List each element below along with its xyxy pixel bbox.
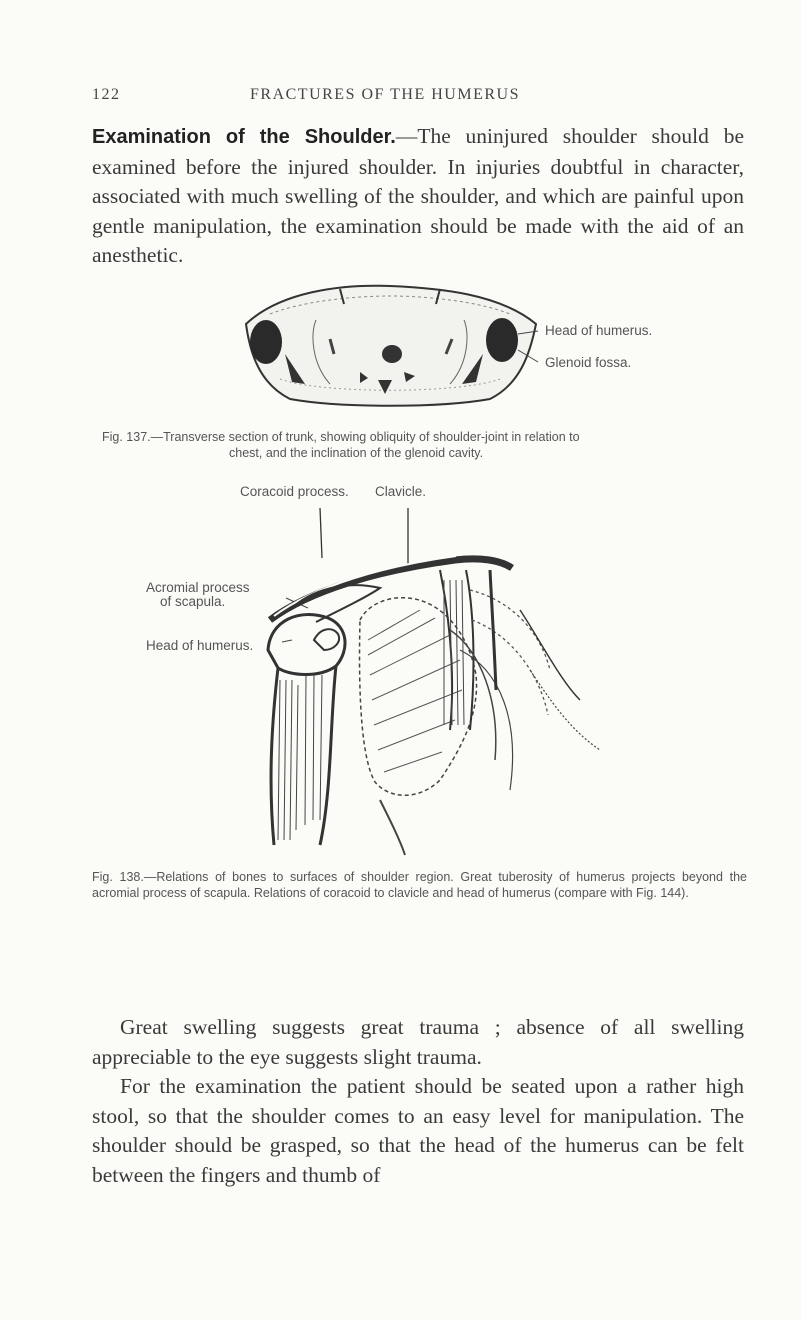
right-humerus-head [486,318,518,362]
paragraph-examination [92,122,744,271]
humerus-head [268,615,345,675]
label-acromial-process-line2: of scapula. [160,594,226,609]
label-clavicle: Clavicle. [375,484,427,499]
label-head-of-humerus-138: Head of humerus. [146,638,254,653]
paragraph-text: Great swelling suggests great trauma ; absence of all swelling appreciable to the eye suggests slight trauma. [92,1015,744,1069]
label-glenoid-fossa: Glenoid fossa. [545,355,632,370]
humerus-shaft [271,666,336,845]
rib-curve-4 [460,650,513,790]
section-heading: Examination of the Shoulder. [92,126,396,148]
figure-137-caption [102,429,742,461]
paragraph-examination-method [92,1072,744,1190]
spine-vertebra [382,345,402,363]
figure-137-caption-cont: chest, and the inclination of the glenoid cavity. [229,446,484,460]
label-coracoid-process: Coracoid process. [240,484,349,499]
paragraph-text: For the examination the patient should be seated upon a rather high stool, so that the shoulder comes to an easy level for manipulation. The shoulder should be grasped, so that the head of the humerus can be felt between the fingers and thumb of [92,1074,744,1187]
figure-137-caption-lead: Fig. 137.—Transverse section of trunk, showing obliquity of shoulder-joint in relation to [102,430,580,444]
coracoid [314,629,339,650]
left-humerus-head [250,320,282,364]
paragraph-swelling [92,1013,744,1072]
paragraph-text: —The uninjured shoulder should be examined before the injured shoulder. In injuries doubtful in character, associated with much swelling of the shoulder, and which are painful upon gentle manipulation, the examination should be made with the aid of an anesthetic. [92,124,744,267]
figure-137-illustration [240,284,540,409]
label-head-of-humerus-137: Head of humerus. [545,323,653,338]
running-title: FRACTURES OF THE HUMERUS [250,86,520,103]
label-acromial-process-line1: Acromial process [146,580,250,595]
spine-column [490,570,496,690]
figure-138-illustration [250,500,690,860]
rib-curve-1 [470,590,550,670]
page-number: 122 [92,86,121,103]
figure-138-caption: Fig. 138.—Relations of bones to surfaces of shoulder region. Great tuberosity of humerus projects beyond the acromial process of scapula. Relations of coracoid to clavicle and head of humerus (compare with Fig. 144). [92,870,747,900]
